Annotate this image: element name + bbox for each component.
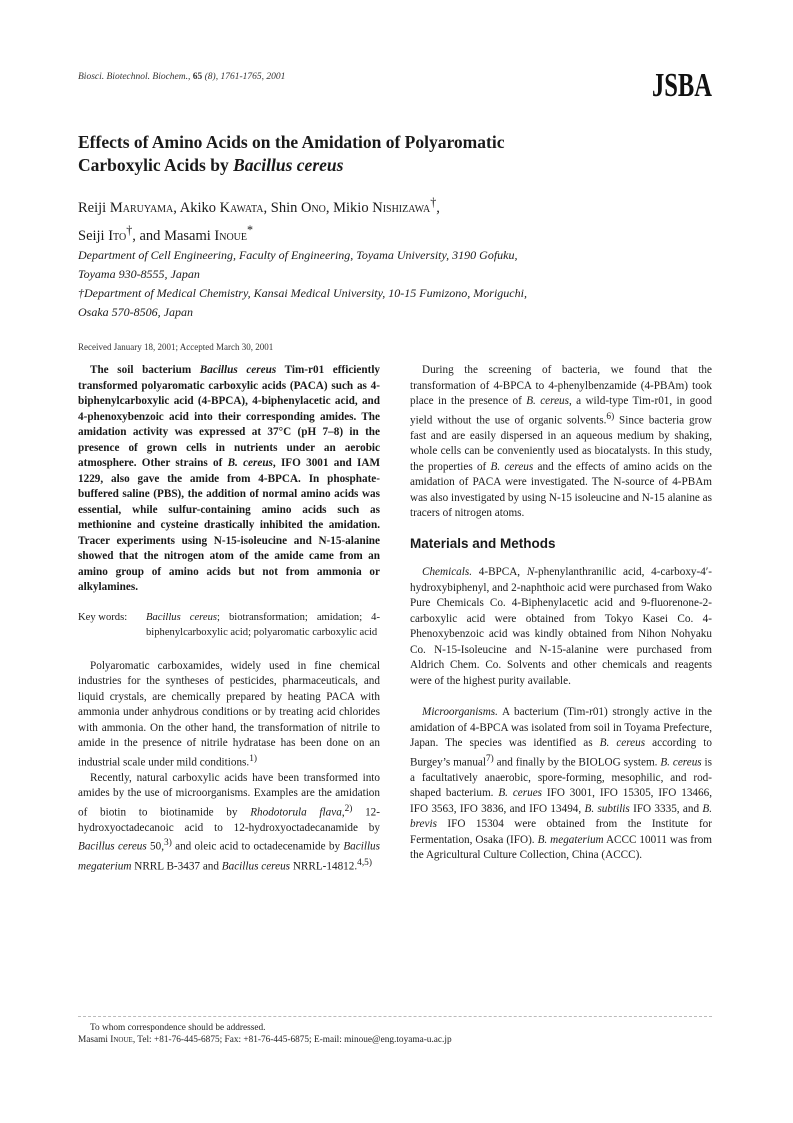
- intro-paragraph-3: During the screening of bacteria, we found that the transformation of 4-BPCA to 4-phenylbenzamide (4-PBAm) took place in the presence of B. cereus, a wild-type Tim-r01, in good yield without the use of organic solvents.$^{6)}$ Since bacteria grow fast and are easily dispersed in an aqueous medium by shaking, whole cells can be conveniently used as biocatalysts. In this study, the properties of B. cereus and the effects of amino acids on the amidation of PACA were investigated. The N-source of 4-PBAm was also investigated by using N-15 isoleucine and N-15 alanine as tracers of nitrogen atoms.: [410, 364, 712, 520]
- keywords: Key words: Bacillus cereus; biotransformation; amidation; 4-biphenylcarboxylic acid; polyaromatic carboxylic acid: [78, 611, 380, 638]
- footnote-divider: [78, 1016, 712, 1017]
- intro-paragraph-1: Polyaromatic carboxamides, widely used in fine chemical industries for the syntheses of pesticides, pharmaceuticals, and liquid crystals, are chemically prepared by heating PACA with ammonia under anhydrous conditions or by treating acid chlorides with ammonia. On the other hand, the transformation of nitrile to amide in the presence of nitrile hydratase has been done on an industrial scale under mild conditions.$^{1)}$: [78, 659, 380, 769]
- received-dates: Received January 18, 2001; Accepted March 30, 2001: [78, 342, 274, 352]
- journal-citation: Biosci. Biotechnol. Biochem., 65 (8), 1761-1765, 2001: [78, 72, 286, 82]
- section-heading: Materials and Methods: [410, 535, 556, 551]
- abstract: The soil bacterium Bacillus cereus Tim-r01 efficiently transformed polyaromatic carboxylic acids (PACA) such as 4-biphenylcarboxylic acid (4-BPCA), 4-biphenylacetic acid, and 4-phenoxybenzoic acid into their corresponding amides. The amidation activity was expressed at 37°C (pH 7–8) in the presence of grown cells in nutrients under an aerobic atmosphere. Other strains of B. cereus, IFO 3001 and IAM 1229, also gave the amide from 4-BPCA. In phosphate-buffered saline (PBS), the addition of normal amino acids was essential, while sulfur-containing amino acids such as methionine and cysteine drastically inhibited the amidation. Tracer experiments using N-15-isoleucine and N-15-alanine showed that the nitrogen atom of the amide came from an amino group of amino acids but not from ammonia or alkylamines.: [78, 364, 381, 593]
- right-column: [410, 363, 712, 864]
- footnote-contact: Masami Inoue, Tel: +81-76-445-6875; Fax: +81-76-445-6875; E-mail: minoue@eng.toyama-u.ac.jp: [78, 1035, 452, 1045]
- dagger-mark: †: [126, 222, 133, 237]
- intro-paragraph-2: Recently, natural carboxylic acids have been transformed into amides by the use of microorganisms. Examples are the amidation of biotin to biotinamide by Rhodotorula flava,$^{2)}$ 12-hydroxyoctadecanoic acid to 12-hydroxyoctadecanamide by Bacillus cereus 50,$^{3)}$ and oleic acid to octadecenamide by Bacillus megaterium NRRL B-3437 and Bacillus cereus NRRL-14812.$^{4,5)}$: [78, 771, 380, 873]
- article-title: Effects of Amino Acids on the Amidation of Polyaromatic Carboxylic Acids by Bacillus cereus: [78, 132, 505, 175]
- affiliations: Department of Cell Engineering, Faculty of Engineering, Toyama University, 3190 Gofuku, Toyama 930-8555, Japan †Department of Medical Chemistry, Kansai Medical University, 10-15 Fumizono, Moriguchi, Osaka 570-8506, Japan: [78, 248, 527, 319]
- microorganisms-paragraph: Microorganisms. A bacterium (Tim-r01) strongly active in the amidation of 4-BPCA was isolated from soil in Toyama Prefecture, Japan. The species was identified as B. cereus according to Burgey’s manual$^{7)}$ and finally by the BIOLOG system. B. cereus is a facultatively anaerobic, spore-forming, mesophilic, and rod-shaped bacterium. B. cerues IFO 3001, IFO 15305, IFO 13466, IFO 3563, IFO 3836, and IFO 13494, B. subtilis IFO 3335, and B. brevis IFO 15304 were obtained from the Institute for Fermentation, Osaka (IFO). B. megaterium ACCC 10011 was from the Agricultural Culture Collection, China (ACCC).: [410, 706, 713, 862]
- footnote-correspondence: To whom correspondence should be addressed.: [90, 1023, 266, 1033]
- chemicals-paragraph: Chemicals. 4-BPCA, N-phenylanthranilic acid, 4-carboxy-4′-hydroxybiphenyl, and 2-naphthoic acid were purchased from Wako Pure Chemicals Co. 4-Biphenylacetic acid and 9-fluorenone-2-carboxylic acid were obtained from Tokyo Kasei Co. 4-Phenoxybenzoic acid was kindly obtained from Nihon Nohyaku Co. N-15-Isoleucine and N-15-alanine were purchased from Aldrich Chem. Co. Solvents and other chemicals and reagents were of the highest purity available.: [410, 566, 712, 687]
- author-list: Reiji Maruyama, Akiko Kawata, Shin Ono, Mikio Nishizawa†, Seiji Ito†, and Masami Inoue*: [78, 195, 440, 244]
- left-column: [78, 363, 380, 875]
- svg-text:JSBA: JSBA: [652, 67, 713, 104]
- jsba-logo: [652, 64, 714, 102]
